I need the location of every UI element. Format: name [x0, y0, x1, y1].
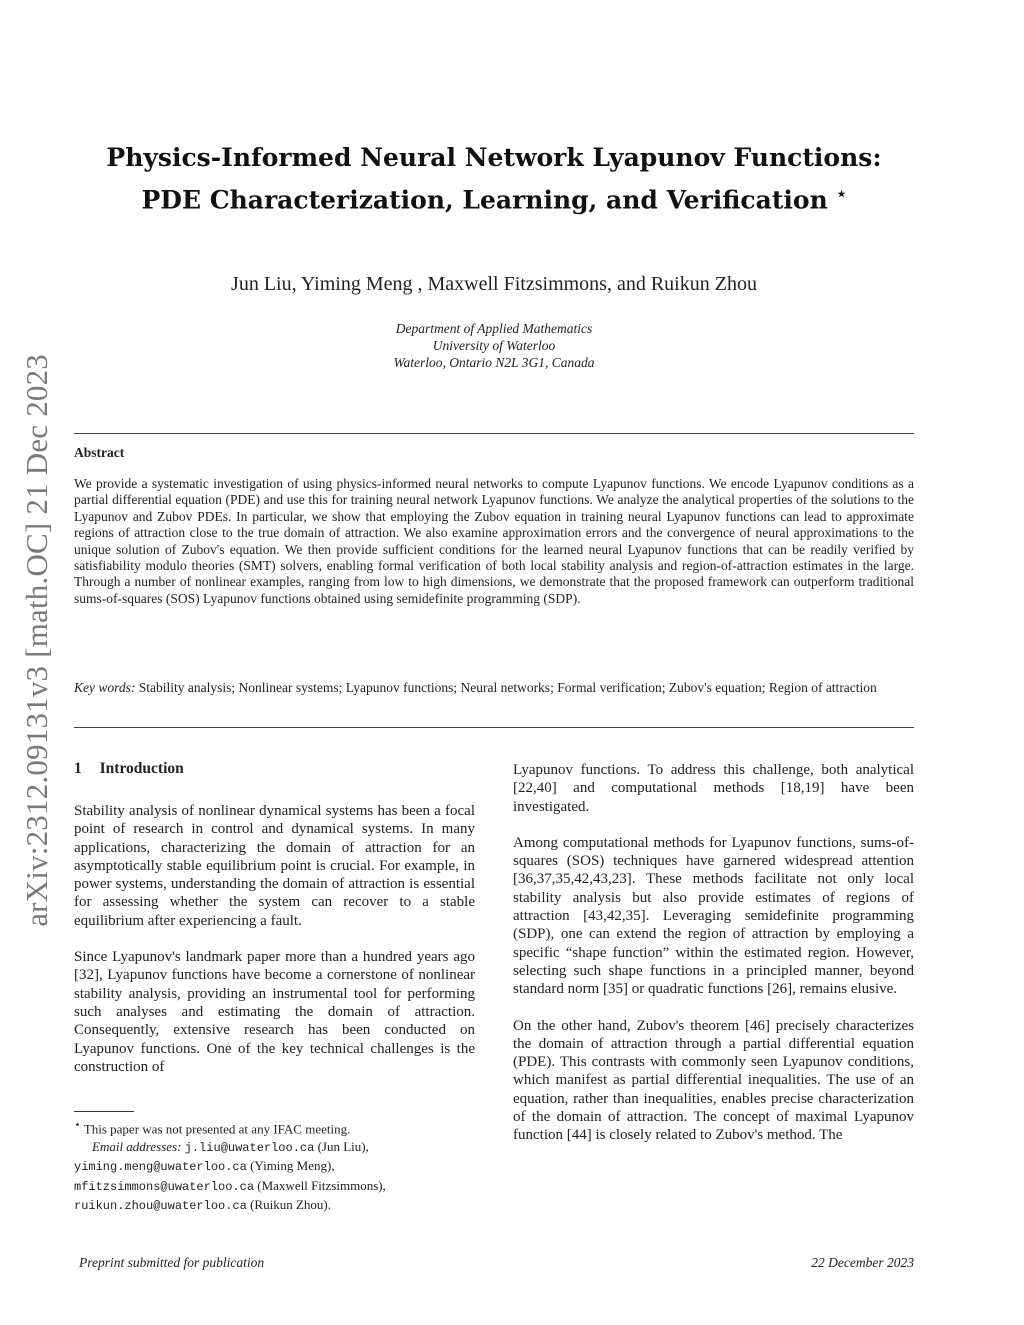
paragraph: Stability analysis of nonlinear dynamical systems has been a focal point of research in control and dynamical systems. In many applications, characterizing the domain of attraction for an asymptotically stable equilibrium point is crucial. For example, in power systems, understanding the domain of attraction is essential for assessing whether the system can recover to a stable equilibrium after experiencing a fault.	[74, 803, 475, 929]
footnotes	[74, 1117, 484, 1216]
left-column	[74, 802, 475, 1094]
email-owner: (Yiming Meng),	[250, 1158, 335, 1174]
footer-date: 22 December 2023	[811, 1255, 914, 1270]
section-title: Introduction	[99, 760, 184, 777]
affiliation-line-3: Waterloo, Ontario N2L 3G1, Canada	[393, 355, 595, 370]
title-footnote-mark: ⋆	[836, 184, 847, 203]
title-line-1: Physics-Informed Neural Network Lyapunov Functions:	[106, 143, 882, 172]
arxiv-identifier[interactable]: arXiv:2312.09131v3 [math.OC] 21 Dec 2023	[19, 353, 54, 927]
email-line-4	[74, 1196, 484, 1216]
keywords-label: Key words:	[74, 680, 136, 695]
email-owner: (Ruikun Zhou).	[250, 1197, 331, 1213]
author-list: Jun Liu, Yiming Meng , Maxwell Fitzsimmons, and Ruikun Zhou	[231, 273, 757, 295]
footnote-mark: ⋆	[74, 1119, 81, 1131]
email-owner: (Jun Liu),	[317, 1138, 369, 1154]
title-line-2-text: PDE Characterization, Learning, and Verification	[141, 185, 828, 215]
footnote-star	[74, 1117, 484, 1138]
email-link[interactable]: ruikun.zhou@uwaterloo.ca	[74, 1199, 247, 1214]
email-link[interactable]: mfitzsimmons@uwaterloo.ca	[74, 1179, 255, 1194]
paper-title	[74, 140, 914, 218]
paragraph: Lyapunov functions. To address this challenge, both analytical [22,40] and computational methods [18,19] have been investigated.	[513, 762, 914, 815]
section-heading-introduction	[74, 760, 184, 778]
paragraph: Among computational methods for Lyapunov functions, sums-of-squares (SOS) techniques have garnered widespread attention [36,37,35,42,43,23]. These methods facilitate not only local stability analysis but also provide estimates of regions of attraction [43,42,35]. Leveraging semidefinite programming (SDP), one can extend the region of attraction by employing a specific “shape function” within the estimated region. However, selecting such shape functions in a principled manner, beyond standard norm [35] or quadratic functions [26], remains elusive.	[513, 834, 914, 998]
abstract-text: We provide a systematic investigation of using physics-informed neural networks to compute Lyapunov functions. We encode Lyapunov conditions as a partial differential equation (PDE) and use this for training neural network Lyapunov functions. We analyze the analytical properties of the solutions to the Lyapunov and Zubov PDEs. In particular, we show that employing the Zubov equation in training neural Lyapunov functions can lead to approximate regions of attraction close to the true domain of attraction. We also examine approximation errors and the convergence of neural approximations to the unique solution of Zubov's equation. We then provide sufficient conditions for the learned neural Lyapunov functions that can be readily verified by satisfiability modulo theories (SMT) solvers, enabling formal verification of both local stability analysis and region-of-attraction estimates in the large. Through a number of nonlinear examples, ranging from low to high dimensions, we demonstrate that the proposed framework can outperform traditional sums-of-squares (SOS) Lyapunov functions obtained using semidefinite programming (SDP).	[74, 476, 914, 606]
footnote-text: This paper was not presented at any IFAC meeting.	[83, 1121, 351, 1137]
paragraph: Since Lyapunov's landmark paper more than a hundred years ago [32], Lyapunov functions have become a cornerstone of nonlinear stability analysis, providing an instrumental tool for performing such analyses and estimating the domain of attraction. Consequently, extensive research has been conducted on Lyapunov functions. One of the key technical challenges is the construction of	[74, 949, 475, 1075]
footer-preprint-note: Preprint submitted for publication	[79, 1255, 265, 1270]
abstract-heading: Abstract	[74, 445, 125, 460]
email-link[interactable]: yiming.meng@uwaterloo.ca	[74, 1160, 247, 1175]
footnote-rule	[74, 1111, 134, 1112]
keywords	[74, 679, 914, 696]
right-column	[513, 761, 914, 1163]
email-label: Email addresses:	[92, 1138, 182, 1154]
email-line-2	[74, 1157, 484, 1177]
affiliation-line-1: Department of Applied Mathematics	[395, 321, 593, 336]
keywords-text: Stability analysis; Nonlinear systems; Lyapunov functions; Neural networks; Formal verification; Zubov's equation; Region of attraction	[138, 680, 877, 695]
email-owner: (Maxwell Fitzsimmons),	[257, 1177, 386, 1193]
arxiv-stamp	[14, 320, 60, 960]
email-line-1	[74, 1138, 484, 1158]
section-number: 1	[74, 760, 82, 777]
affiliation	[74, 320, 914, 371]
abstract-bottom-rule	[74, 727, 914, 728]
email-link[interactable]: j.liu@uwaterloo.ca	[184, 1140, 315, 1155]
abstract-top-rule	[74, 433, 914, 434]
affiliation-line-2: University of Waterloo	[432, 338, 556, 353]
email-line-3	[74, 1177, 484, 1197]
title-line-2	[74, 176, 914, 218]
paragraph: On the other hand, Zubov's theorem [46] precisely characterizes the domain of attraction through a partial differential equation (PDE). This contrasts with commonly seen Lyapunov conditions, which manifest as partial differential inequalities. The use of an equation, rather than inequalities, enables precise characterization of the domain of attraction. The concept of maximal Lyapunov function [44] is closely related to Zubov's method. The	[513, 1017, 914, 1144]
